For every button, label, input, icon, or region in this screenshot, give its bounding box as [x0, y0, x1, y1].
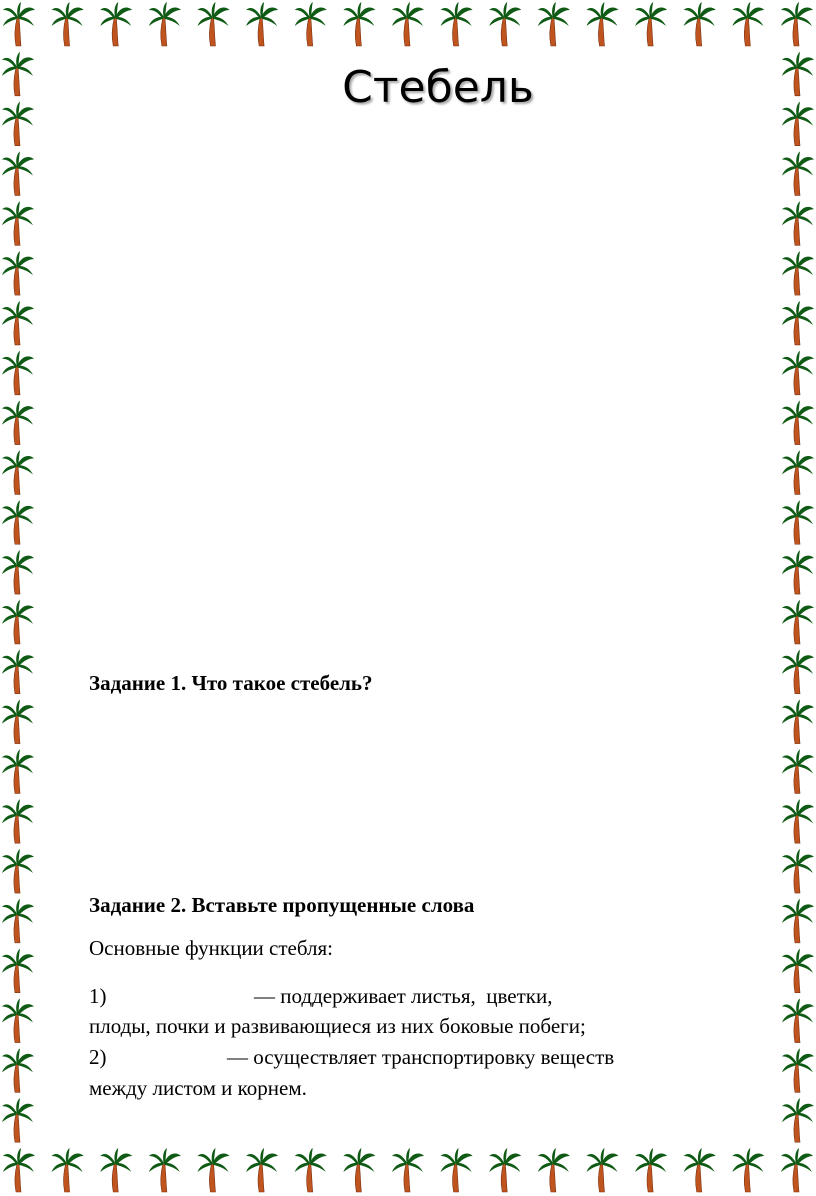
task2-intro: Основные функции стебля:: [89, 936, 334, 960]
palm-tree-icon: [2, 1048, 34, 1092]
palm-tree-icon: [782, 1048, 814, 1092]
palm-tree-icon: [782, 949, 814, 993]
item2-number: 2): [89, 1045, 107, 1069]
palm-tree-icon: [343, 1148, 375, 1192]
item2-continuation: между листом и корнем.: [89, 1076, 307, 1100]
palm-tree-icon: [2, 899, 34, 943]
item1-continuation: плоды, почки и развивающиеся из них боковые побеги;: [89, 1014, 586, 1038]
palm-tree-icon: [2, 1098, 34, 1142]
palm-tree-icon: [782, 899, 814, 943]
palm-tree-icon: [2, 700, 34, 744]
palm-tree-icon: [732, 2, 764, 46]
palm-tree-icon: [2, 151, 34, 195]
palm-tree-icon: [635, 1148, 667, 1192]
palm-tree-icon: [684, 1148, 716, 1192]
palm-tree-icon: [441, 2, 473, 46]
item2-text: — осуществляет транспортировку веществ: [227, 1045, 615, 1069]
palm-tree-icon: [587, 1148, 619, 1192]
palm-tree-icon: [198, 2, 230, 46]
palm-tree-icon: [149, 1148, 181, 1192]
palm-tree-icon: [782, 1098, 814, 1142]
palm-tree-icon: [587, 2, 619, 46]
palm-tree-icon: [392, 1148, 424, 1192]
palm-tree-icon: [100, 1148, 132, 1192]
palm-tree-icon: [343, 2, 375, 46]
item1-text: — поддерживает листья, цветки,: [254, 984, 553, 1008]
palm-tree-icon: [782, 600, 814, 644]
palm-tree-icon: [198, 1148, 230, 1192]
palm-tree-icon: [782, 749, 814, 793]
palm-tree-icon: [2, 949, 34, 993]
palm-tree-icon: [782, 251, 814, 295]
palm-tree-icon: [246, 1148, 278, 1192]
palm-tree-icon: [2, 550, 34, 594]
palm-tree-icon: [295, 2, 327, 46]
palm-tree-icon: [782, 550, 814, 594]
task1-heading: Задание 1. Что такое стебель?: [89, 671, 373, 695]
palm-tree-icon: [2, 799, 34, 843]
palm-tree-icon: [782, 151, 814, 195]
palm-tree-icon: [2, 500, 34, 544]
palm-tree-icon: [2, 351, 34, 395]
palm-tree-icon: [392, 2, 424, 46]
palm-tree-icon: [2, 450, 34, 494]
palm-tree-icon: [781, 1148, 813, 1192]
page-title: Стебель: [342, 62, 534, 113]
palm-tree-icon: [2, 650, 34, 694]
palm-tree-icon: [782, 700, 814, 744]
palm-tree-icon: [782, 201, 814, 245]
palm-tree-icon: [732, 1148, 764, 1192]
palm-tree-icon: [441, 1148, 473, 1192]
palm-tree-icon: [782, 799, 814, 843]
palm-tree-icon: [2, 600, 34, 644]
palm-tree-icon: [782, 351, 814, 395]
palm-tree-icon: [538, 2, 570, 46]
palm-tree-icon: [2, 999, 34, 1043]
palm-tree-icon: [52, 2, 84, 46]
palm-tree-icon: [782, 401, 814, 445]
palm-tree-icon: [635, 2, 667, 46]
palm-tree-icon: [52, 1148, 84, 1192]
palm-tree-icon: [3, 1148, 35, 1192]
palm-tree-icon: [781, 2, 813, 46]
palm-tree-icon: [100, 2, 132, 46]
palm-tree-icon: [782, 301, 814, 345]
palm-tree-icon: [489, 2, 521, 46]
palm-tree-icon: [2, 201, 34, 245]
palm-tree-icon: [2, 849, 34, 893]
palm-tree-icon: [782, 500, 814, 544]
palm-tree-icon: [2, 251, 34, 295]
palm-tree-icon: [538, 1148, 570, 1192]
palm-tree-icon: [782, 849, 814, 893]
palm-tree-icon: [782, 450, 814, 494]
palm-tree-icon: [246, 2, 278, 46]
palm-tree-icon: [2, 401, 34, 445]
item1-number: 1): [89, 984, 107, 1008]
palm-tree-icon: [295, 1148, 327, 1192]
palm-tree-icon: [2, 301, 34, 345]
palm-tree-icon: [3, 2, 35, 46]
palm-tree-icon: [782, 999, 814, 1043]
palm-tree-icon: [684, 2, 716, 46]
palm-tree-icon: [489, 1148, 521, 1192]
palm-tree-icon: [782, 650, 814, 694]
palm-tree-icon: [2, 749, 34, 793]
palm-tree-icon: [149, 2, 181, 46]
task2-heading: Задание 2. Вставьте пропущенные слова: [89, 893, 475, 917]
